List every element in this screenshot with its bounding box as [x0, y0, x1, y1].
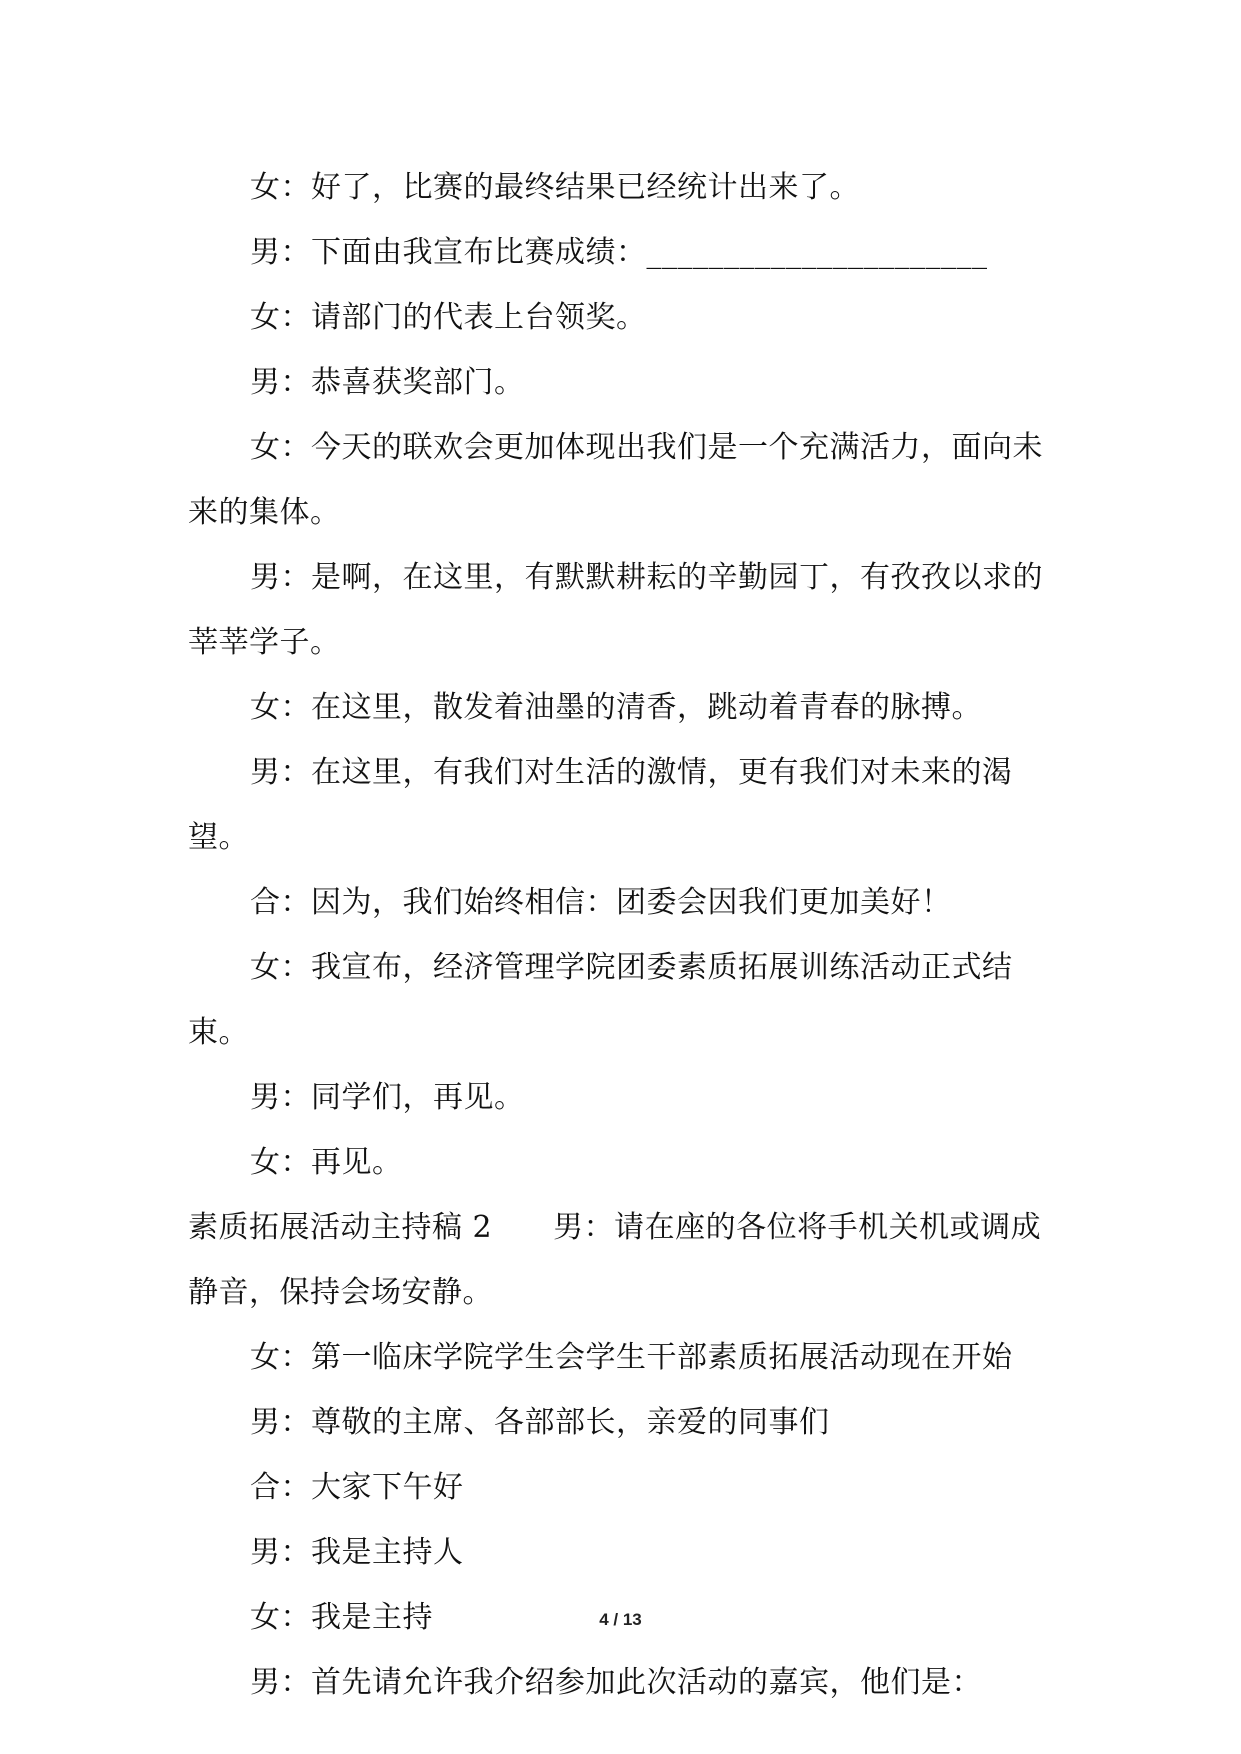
paragraph: 女：我是主持 — [250, 1600, 433, 1635]
paragraph: 男：我是主持人 — [250, 1535, 464, 1570]
paragraph: 男：在这里，有我们对生活的激情，更有我们对未来的渴望。 — [188, 755, 1013, 855]
document-body — [188, 155, 1060, 1715]
section-heading-paragraph: 素质拓展活动主持稿 2 男：请在座的各位将手机关机或调成静音，保持会场安静。 — [188, 1210, 1042, 1310]
paragraph: 男：下面由我宣布比赛成绩：______________________ — [250, 235, 988, 270]
paragraph: 男：是啊，在这里，有默默耕耘的辛勤园丁，有孜孜以求的莘莘学子。 — [188, 560, 1043, 660]
paragraph: 合：因为，我们始终相信：团委会因我们更加美好！ — [250, 885, 952, 920]
paragraph: 女：我宣布，经济管理学院团委素质拓展训练活动正式结束。 — [188, 950, 1013, 1050]
paragraph: 男：同学们，再见。 — [250, 1080, 525, 1115]
paragraph: 男：恭喜获奖部门。 — [250, 365, 525, 400]
paragraph: 合：大家下午好 — [250, 1470, 464, 1505]
paragraph: 男：尊敬的主席、各部部长，亲爱的同事们 — [250, 1405, 830, 1440]
page-number: 4 / 13 — [599, 1610, 642, 1629]
paragraph: 女：今天的联欢会更加体现出我们是一个充满活力，面向未来的集体。 — [188, 430, 1043, 530]
paragraph: 女：再见。 — [250, 1145, 403, 1180]
paragraph: 女：请部门的代表上台领奖。 — [250, 300, 647, 335]
paragraph: 女：在这里，散发着油墨的清香，跳动着青春的脉搏。 — [250, 690, 982, 725]
paragraph: 女：第一临床学院学生会学生干部素质拓展活动现在开始 — [250, 1340, 1013, 1375]
paragraph: 男：首先请允许我介绍参加此次活动的嘉宾，他们是： — [250, 1665, 982, 1700]
paragraph: 女：好了，比赛的最终结果已经统计出来了。 — [250, 170, 860, 205]
